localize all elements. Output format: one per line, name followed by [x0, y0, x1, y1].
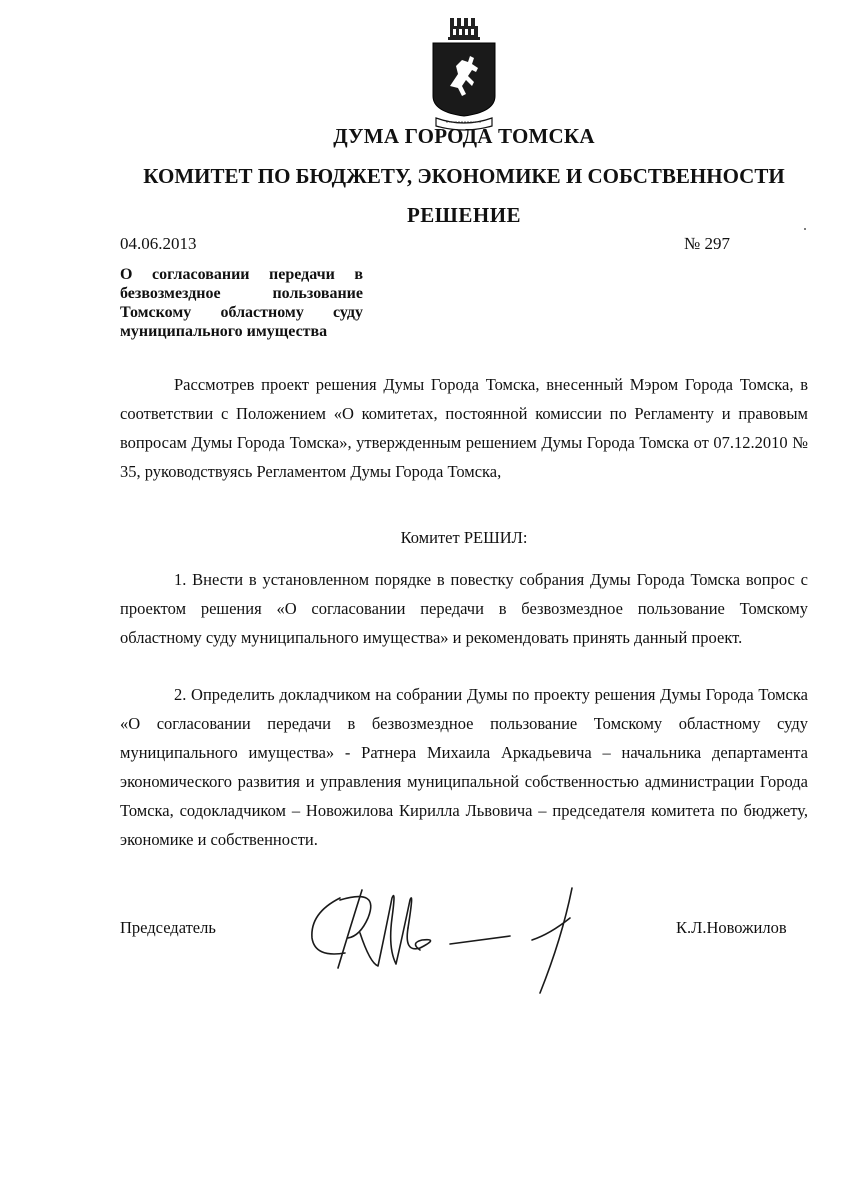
org-title: ДУМА ГОРОДА ТОМСКА [333, 124, 595, 148]
document-number: № 297 [684, 234, 730, 253]
subject-line: муниципального имущества [120, 323, 328, 340]
signatory-name: К.Л.Новожилов [676, 918, 787, 937]
document-date: 04.06.2013 [120, 234, 197, 253]
tomsk-coat-of-arms-icon [428, 16, 500, 132]
decided-heading: Комитет РЕШИЛ: [400, 528, 528, 547]
preamble-paragraph: Рассмотрев проект решения Думы Города Томска, внесенный Мэром Города Томска, в соответствии с Положением «О комитетах, постоянной комиссии по Регламенту и правовым вопросам Думы Города Томска», утвержденным решением Думы Города Томска от 07.12.2010 № 35, руководствуясь Регламентом Думы Города Томска, [120, 375, 808, 481]
decision-item-2: 2. Определить докладчиком на собрании Думы по проекту решения Думы Города Томска «О согласовании передачи в безвозмездное пользование Томскому областному суду муниципального имущества» - Ратнера Михаила Аркадьевича – начальника департамента экономического развития и управления муниципальной собственностью администрации Города Томска, содокладчиком – Новожилова Кирилла Львовича – председателя комитета по бюджету, экономике и собственности. [120, 685, 808, 849]
committee-title: КОМИТЕТ ПО БЮДЖЕТУ, ЭКОНОМИКЕ И СОБСТВЕННОСТИ [143, 164, 785, 188]
document-type: РЕШЕНИЕ [406, 203, 522, 227]
subject-line: Томскому областному суду [120, 304, 363, 321]
stray-mark [804, 228, 806, 230]
subject-line: О согласовании передачи в [120, 266, 363, 283]
signatory-role: Председатель [120, 918, 216, 937]
subject-line: безвозмездное пользование [120, 285, 363, 302]
document-subject [120, 265, 363, 341]
handwritten-signature-icon [300, 878, 590, 998]
decision-item-1: 1. Внести в установленном порядке в повестку собрания Думы Города Томска вопрос с проектом решения «О согласовании передачи в безвозмездное пользование Томскому областному суду муниципального имущества» и рекомендовать принять данный проект. [120, 570, 808, 647]
